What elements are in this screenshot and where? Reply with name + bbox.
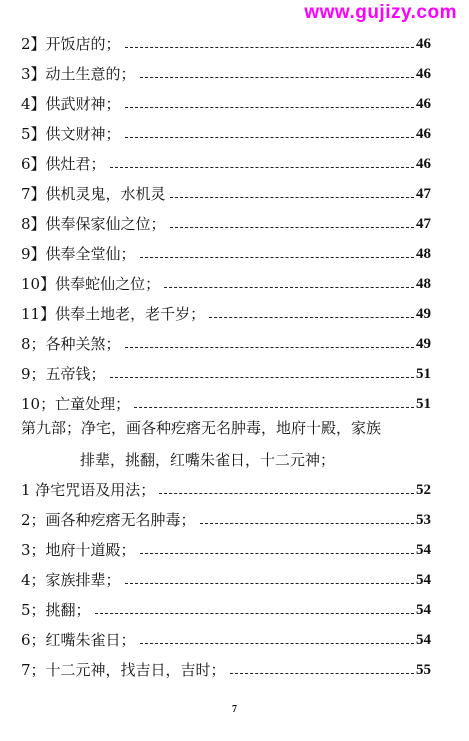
dot-leader <box>125 583 414 584</box>
dot-leader <box>140 553 414 554</box>
toc-entry-label: 9】供奉全堂仙； <box>21 245 136 263</box>
page-number: 7 <box>232 704 237 715</box>
toc-entry-label: 5；挑翻； <box>21 601 91 619</box>
toc-entry <box>21 210 431 234</box>
toc-entry-page: 53 <box>416 512 431 528</box>
dot-leader <box>140 643 414 644</box>
dot-leader <box>159 493 414 494</box>
toc-entry <box>21 330 431 354</box>
toc-entry <box>21 656 431 680</box>
toc-entry-page: 55 <box>416 662 431 678</box>
toc-entry <box>21 626 431 650</box>
toc-entry <box>21 596 431 620</box>
toc-entry <box>21 536 431 560</box>
toc-entry-label: 4】供武财神； <box>21 95 121 113</box>
dot-leader <box>110 167 414 168</box>
dot-leader <box>95 613 414 614</box>
toc-entry-page: 48 <box>416 246 431 262</box>
toc-entry-page: 54 <box>416 632 431 648</box>
dot-leader <box>170 227 414 228</box>
toc-entry <box>21 30 431 54</box>
dot-leader <box>170 197 414 198</box>
toc-entry <box>21 566 431 590</box>
toc-entry-label: 7；十二元神，找吉日，吉时； <box>21 661 226 679</box>
toc-entry-page: 46 <box>416 96 431 112</box>
toc-entry-label: 8】供奉保家仙之位； <box>21 215 166 233</box>
toc-entry-label: 2；画各种疙瘩无名肿毒； <box>21 511 196 529</box>
toc-entry <box>21 120 431 144</box>
toc-entry-page: 49 <box>416 336 431 352</box>
toc-entry <box>21 60 431 84</box>
toc-entry-page: 52 <box>416 482 431 498</box>
toc-entry-page: 51 <box>416 366 431 382</box>
dot-leader <box>125 137 414 138</box>
toc-entry-label: 10】供奉蛇仙之位； <box>21 275 161 293</box>
toc-entry-label: 7】供机灵鬼，水机灵 <box>21 185 166 203</box>
toc-entry <box>21 270 431 294</box>
dot-leader <box>140 257 414 258</box>
toc-entry-page: 54 <box>416 572 431 588</box>
toc-entry-label: 11】供奉土地老，老千岁； <box>21 305 206 323</box>
toc-entry-page: 46 <box>416 126 431 142</box>
toc-entry-page: 54 <box>416 542 431 558</box>
toc-entry-label: 8；各种关煞； <box>21 335 121 353</box>
toc-entry <box>21 150 431 174</box>
toc-entry-label: 5】供文财神； <box>21 125 121 143</box>
toc-entry <box>21 90 431 114</box>
toc-entry-label: 1 净宅咒语及用法； <box>21 481 156 499</box>
toc-entry-page: 46 <box>416 36 431 52</box>
toc-entry-page: 54 <box>416 602 431 618</box>
toc-entry <box>21 180 431 204</box>
dot-leader <box>125 107 414 108</box>
toc-entry <box>21 506 431 530</box>
toc-entry-page: 47 <box>416 186 431 202</box>
toc-entry-page: 46 <box>416 156 431 172</box>
toc-entry-label: 3；地府十道殿； <box>21 541 136 559</box>
dot-leader <box>110 377 414 378</box>
section-heading-line-1: 第九部；净宅，画各种疙瘩无名肿毒，地府十殿，家族 <box>21 419 382 437</box>
dot-leader <box>125 47 414 48</box>
toc-entry-page: 47 <box>416 216 431 232</box>
toc-entry-label: 6；红嘴朱雀日； <box>21 631 136 649</box>
toc-entry <box>21 476 431 500</box>
dot-leader <box>164 287 414 288</box>
toc-entry-label: 4；家族排辈； <box>21 571 121 589</box>
toc-entry-label: 3】动土生意的； <box>21 65 136 83</box>
toc-entry-label: 6】供灶君； <box>21 155 106 173</box>
toc-entry-page: 48 <box>416 276 431 292</box>
dot-leader <box>140 77 414 78</box>
dot-leader <box>125 347 414 348</box>
toc-entry-page: 46 <box>416 66 431 82</box>
toc-entry-label: 9；五帝钱； <box>21 365 106 383</box>
toc-entry <box>21 390 431 414</box>
toc-entry-label: 2】开饭店的； <box>21 35 121 53</box>
section-heading-line-2: 排辈，挑翻，红嘴朱雀日，十二元神； <box>80 451 336 469</box>
toc-entry-page: 49 <box>416 306 431 322</box>
dot-leader <box>200 523 414 524</box>
dot-leader <box>230 673 414 674</box>
toc-entry-page: 51 <box>416 396 431 412</box>
site-watermark: www.gujizy.com <box>304 2 457 23</box>
dot-leader <box>209 317 414 318</box>
toc-entry <box>21 360 431 384</box>
toc-entry <box>21 300 431 324</box>
toc-entry-label: 10；亡童处理； <box>21 395 131 413</box>
toc-entry <box>21 240 431 264</box>
dot-leader <box>134 407 414 408</box>
